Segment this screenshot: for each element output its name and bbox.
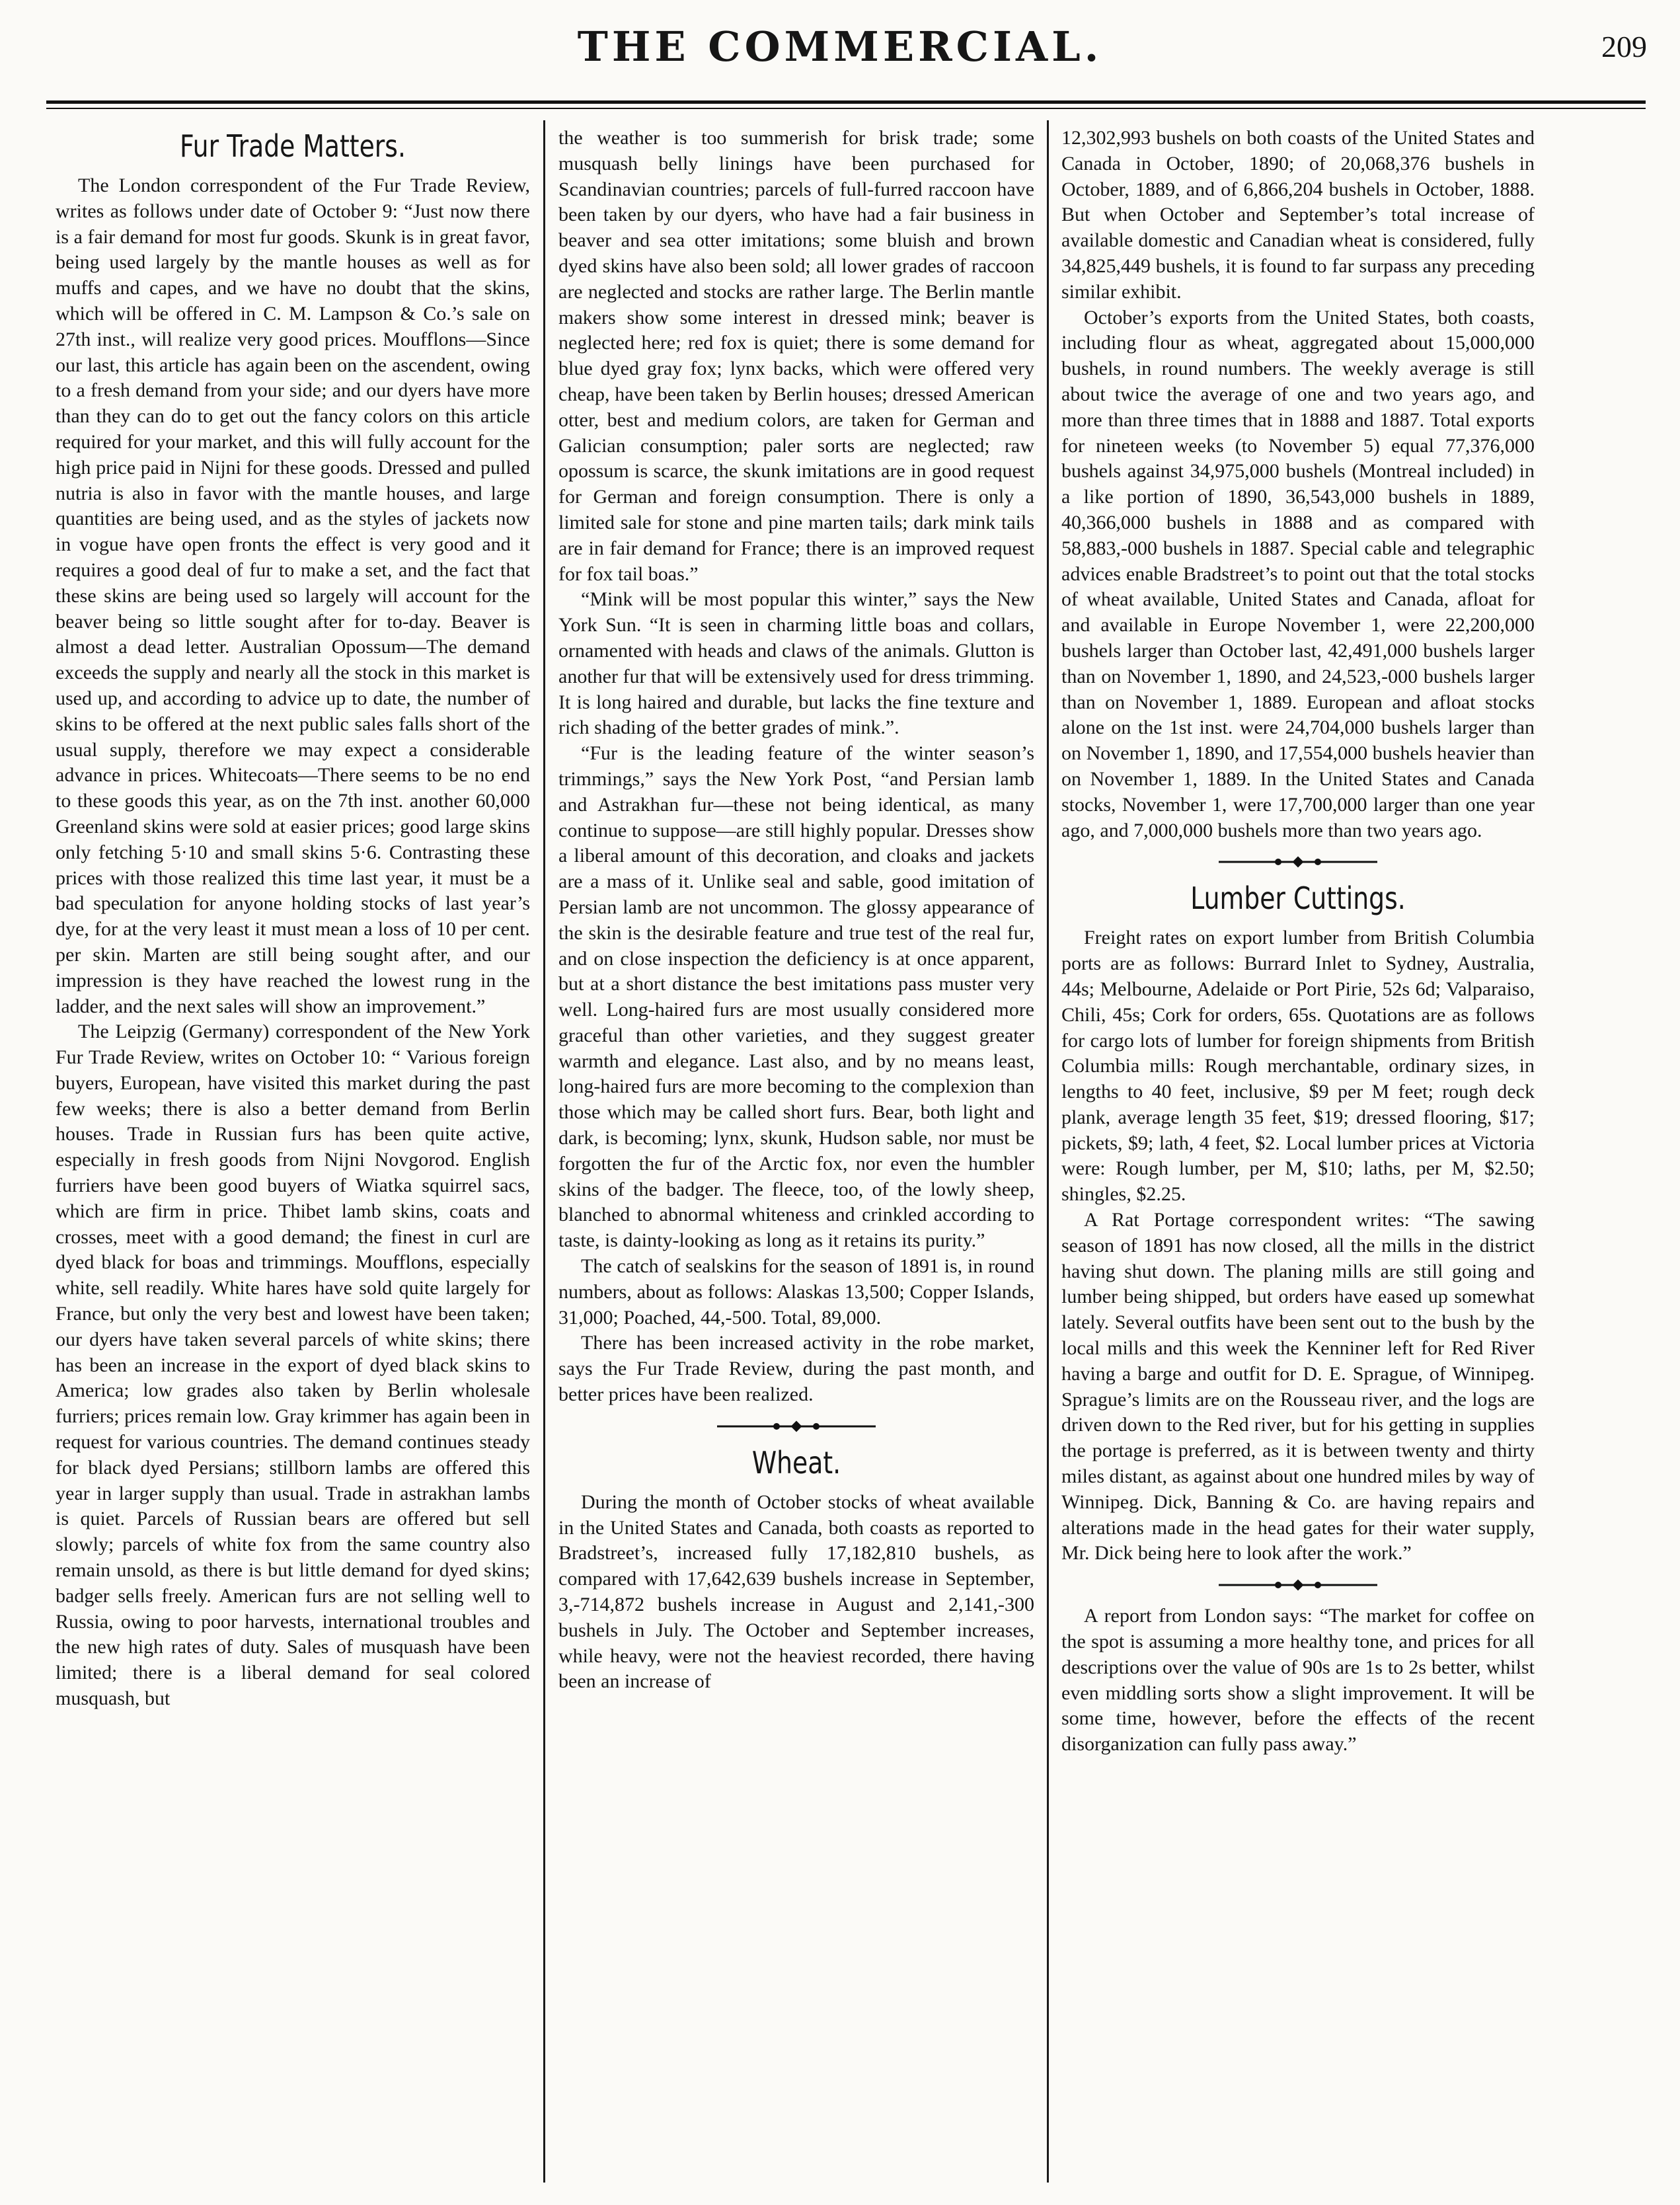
section-separator <box>1061 1572 1535 1598</box>
masthead <box>0 24 1680 70</box>
wheat-paragraph: October’s exports from the United States, both coasts, including flour as wheat, aggregated about 15,000,000 bushels, in round numbers. The weekly average is still about twice the average of one and two years ago, and more than three times that in 1888 and 1887. Total exports for nineteen weeks (to November 5) equal 77,376,000 bushels against 34,975,000 bushels (Montreal included) in a like portion of 1890, 36,543,000 bushels in 1889, 40,366,000 bushels in 1888 and as compared with 58,883,-000 bushels in 1887. Special cable and telegraphic advices enable Bradstreet’s to point out that the total stocks of wheat available, United States and Canada, afloat for and available in Europe November 1, were 22,200,000 bushels larger than October last, 42,491,000 bushels larger than on November 1, 1890, and 24,523,-000 bushels larger than on November 1, 1889. European and afloat stocks alone on the 1st inst. were 24,704,000 bushels larger than on November 1, 1890, and 17,554,000 bushels heavier than on November 1, 1889. In the United States and Canada stocks, November 1, were 17,700,000 larger than one year ago, and 7,000,000 bushels more than two years ago. <box>1061 306 1535 841</box>
column-divider <box>543 120 545 2183</box>
fur-trade-paragraph: There has been increased activity in the robe market, says the Fur Trade Review, during the past month, and better prices have been realized. <box>558 1332 1034 1406</box>
masthead-rule-thick <box>46 100 1646 104</box>
fur-trade-paragraph: “Mink will be most popular this winter,” says the New York Sun. “It is seen in charming little boas and collars, ornamented with heads and claws of the animals. Glutton is another fur that will be extensively used for dress trimming. It is long haired and durable, but lacks the fine texture and rich shading of the better grades of mink.”. <box>558 588 1034 739</box>
wheat-paragraph: 12,302,993 bushels on both coasts of the United States and Canada in October, 1890; of 20,068,376 bushels in October, 1889, and of 6,866,204 bushels in October, 1888. But when October and September’s total increase of available domestic and Canadian wheat is considered, fully 34,825,449 bushels, it is found to far surpass any preceding similar exhibit. <box>1061 127 1535 303</box>
masthead-rule-thin <box>46 108 1646 109</box>
lumber-paragraph: A Rat Portage correspondent writes: “The sawing season of 1891 has now closed, all the mills in the district having shut down. The planing mills are still going and lumber being shipped, but orders have eased up somewhat lately. Several outfits have been sent out to the bush by the local mills and this week the Kenniner left for Red River having a barge and outfit for D. E. Sprague, of Winnipeg. Sprague’s limits are on the Rousseau river, and the logs are driven down to the Red river, but for his getting in supplies the portage is preferred, as it is between twenty and thirty miles distant, as against about one hundred miles by way of Winnipeg. Dick, Banning & Co. are having repairs and alterations made in the head gates for their water supply, Mr. Dick being here to look after the work.” <box>1061 1209 1535 1565</box>
wheat-heading: Wheat. <box>751 1444 841 1481</box>
fur-trade-paragraph: The Leipzig (Germany) correspondent of the New York Fur Trade Review, writes on October 10: “ Various foreign buyers, European, have visited this market during the past few weeks; there is also a better demand from Berlin houses. Trade in Russian furs has been quite active, especially in fresh goods from Nijni Novgorod. English furriers have been good buyers of Wiatka squirrel sacs, which are firm in price. Thibet lamb skins, coats and crosses, meet with a good demand; the finest in curl are dyed black for boas and trimmings. Moufflons, especially white, sell readily. White hares have sold quite largely for France, but only the very best and lowest have been taken; our dyers have taken several parcels of white skins; there has been an increase in the export of dyed black skins to America; low grades also taken by Berlin wholesale furriers; prices remain low. Gray krimmer has again been in request for various countries. The demand continues steady for black dyed Persians; stillborn lambs are offered this year in larger supply than usual. Trade in astrakhan lambs is quiet. Parcels of Russian bears are offered but sell slowly; parcels of white fox from the same country also remain unsold, as there is but little demand for dyed skins; badger sells freely. American furs are not selling well to Russia, owing to poor harvests, international troubles and the new high rates of duty. Sales of musquash have been limited; there is a liberal demand for seal colored musquash, but <box>56 1021 530 1710</box>
lumber-heading: Lumber Cuttings. <box>1190 880 1406 917</box>
column-1 <box>56 126 530 2175</box>
fur-trade-paragraph: The London correspondent of the Fur Trade Review, writes as follows under date of October 9: “Just now there is a fair demand for most fur goods. Skunk is in great favor, being used largely by the mantle houses as well as for muffs and capes, and we have no doubt that the skins, which will be offered in C. M. Lampson & Co.’s sale on 27th inst., will realize very good prices. Moufflons—Since our last, this article has again been on the ascendent, owing to a fresh demand from your side; and our dyers have more than they can do to get out the fancy colors on this article required for your market, and this will fully account for the high price paid in Nijni for these goods. Dressed and pulled nutria is also in favor with the mantle houses, and large quantities are being used, and as the styles of jackets now in vogue have open fronts the effect is very good and it requires a good deal of fur to make a set, and the fact that these skins are being used so largely will account for the beaver being so little sought after for to-day. Beaver is almost a dead letter. Australian Opossum—The demand exceeds the supply and nearly all the stock in this market is used up, and according to advice up to date, the number of skins to be offered at the next public sales falls short of the usual supply, therefore we may expect a considerable advance in prices. Whitecoats—There seems to be no end to these goods this year, as on the 7th inst. another 60,000 Greenland skins were sold at easier prices; good large skins only fetching 5·10 and small skins 5·6. Contrasting these prices with those realized this time last year, it must be a bad speculation for anyone holding stocks of last year’s dye, for at the very least it must mean a loss of 10 per cent. per skin. Marten are still being sought after, and our impression is they have reached the lowest rung in the ladder, and the next sales will show an improvement.” <box>56 174 530 1017</box>
page-number: 209 <box>1601 30 1647 63</box>
fur-trade-paragraph: The catch of sealskins for the season of 1891 is, in round numbers, about as follows: Alaskas 13,500; Copper Islands, 31,000; Poached, 44,-500. Total, 89,000. <box>558 1255 1034 1329</box>
fur-trade-paragraph: the weather is too summerish for brisk trade; some musquash belly linings have been purchased for Scandinavian countries; parcels of full-furred raccoon have been taken by our dyers, who have had a fair business in beaver and sea otter imitations; some bluish and brown dyed skins have also been sold; all lower grades of raccoon are neglected and stocks are rather large. The Berlin mantle makers show some interest in dressed mink; beaver is neglected here; red fox is quiet; there is some demand for blue dyed gray fox; lynx backs, which were offered very cheap, have been taken by Berlin houses; dressed American otter, best and medium colors, are taken for German and Galician consumption; paler sorts are neglected; raw opossum is scarce, the skunk imitations are in good request for German and foreign consumption. There is only a limited sale for stone and pine marten tails; dark mink tails are in fair demand for France; there is an improved request for fox tail boas.” <box>558 127 1034 585</box>
section-separator <box>558 1413 1034 1440</box>
fur-trade-paragraph: “Fur is the leading feature of the winter season’s trimmings,” says the New York Post, “and Persian lamb and Astrakhan fur—these not being identical, as many continue to suppose—are still highly popular. Dresses show a liberal amount of this decoration, and cloaks and jackets are a mass of it. Unlike seal and sable, good imitation of Persian lamb are not uncommon. The glossy appearance of the skin is the desirable feature and true test of the real fur, and on close inspection the deficiency is at once apparent, but at a short distance the best imitations pass muster very well. Long-haired furs are most usually considered more graceful than other varieties, and they suggest greater warmth and elegance. Last also, and by no means least, long-haired furs are more becoming to the complexion than those which may be called short furs. Bear, both light and dark, is becoming; lynx, skunk, Hudson sable, nor must be forgotten the fur of the Arctic fox, nor even the humbler skins of the badger. The fleece, too, of the lowly sheep, blanched to abnormal whiteness and crinkled according to taste, is dainty-looking as long as it retains its purity.” <box>558 742 1034 1252</box>
column-divider <box>1047 120 1049 2183</box>
wheat-paragraph: During the month of October stocks of wheat available in the United States and Canada, both coasts as reported to Bradstreet’s, increased fully 17,182,810 bushels, as compared with 17,642,639 bushels increase in September, 3,-714,872 bushels increase in August and 2,141,-300 bushels in July. The October and September increases, while heavy, were not the heaviest recorded, there having been an increase of <box>558 1490 1034 1693</box>
fur-trade-heading: Fur Trade Matters. <box>180 128 406 164</box>
column-2 <box>558 126 1034 2175</box>
column-3 <box>1061 126 1535 2175</box>
lumber-paragraph: Freight rates on export lumber from British Columbia ports are as follows: Burrard Inlet to Sydney, Australia, 44s; Melbourne, Adelaide or Port Pirie, 52s 6d; Valparaiso, Chili, 45s; Cork for orders, 65s. Quotations are as follows for cargo lots of lumber for foreign shipments from British Columbia mills: Rough merchantable, ordinary sizes, in lengths to 40 feet, inclusive, $9 per M feet; rough deck plank, average length 35 feet, $19; dressed flooring, $17; pickets, $9; lath, 4 feet, $2. Local lumber prices at Victoria were: Rough lumber, per M, $10; laths, per M, $2.50; shingles, $2.25. <box>1061 927 1535 1206</box>
section-separator <box>1061 849 1535 875</box>
coffee-paragraph: A report from London says: “The market for coffee on the spot is assuming a more healthy tone, and prices for all descriptions over the value of 90s are 1s to 2s better, whilst even middling sorts show a slight improvement. It will be some time, however, before the effects of the recent disorganization can fully pass away.” <box>1061 1605 1535 1756</box>
masthead-title: THE COMMERCIAL. <box>577 22 1103 71</box>
